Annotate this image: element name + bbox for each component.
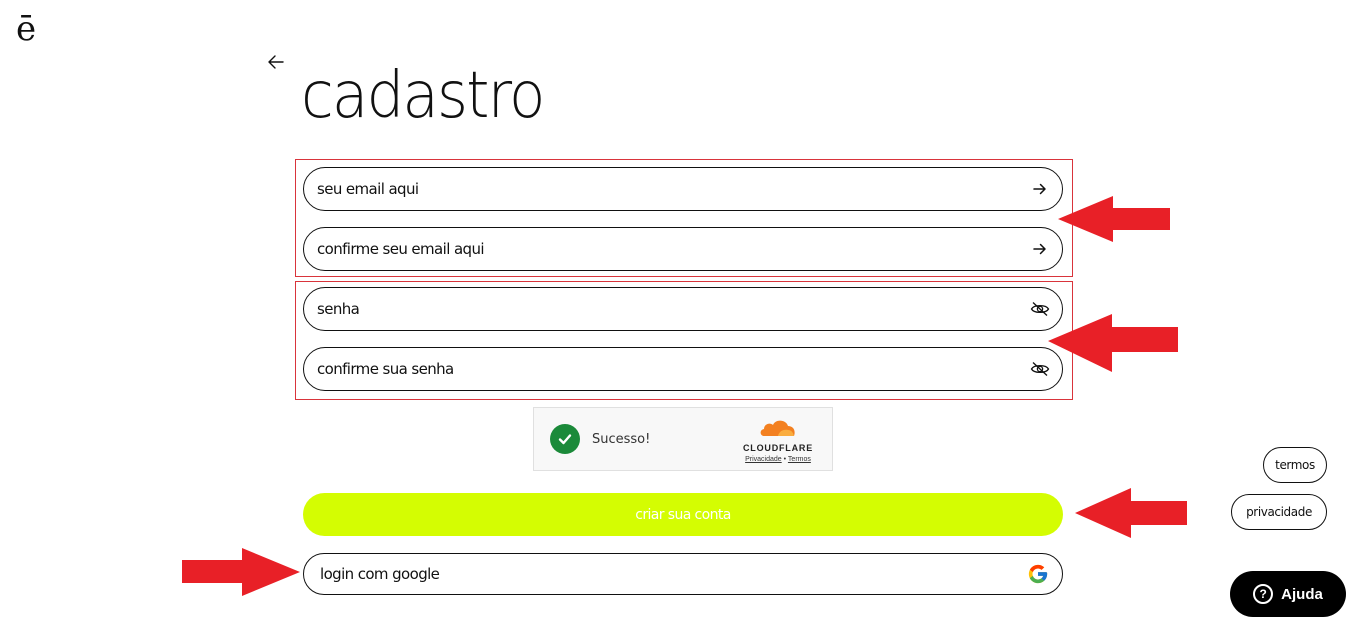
annotation-arrow-left-icon: [1048, 314, 1178, 372]
google-login-button[interactable]: [303, 553, 1063, 595]
check-circle-icon: [550, 424, 580, 454]
question-circle-icon: ?: [1253, 584, 1273, 604]
google-icon: [1026, 562, 1050, 586]
password-field-placeholder: senha: [317, 300, 360, 318]
annotation-arrow-left-icon: [1058, 196, 1170, 242]
terms-link[interactable]: termos: [1263, 447, 1327, 483]
captcha-widget[interactable]: [533, 407, 833, 471]
captcha-link-separator: •: [783, 456, 787, 463]
cloudflare-cloud-icon: [758, 418, 798, 438]
email-confirm-field[interactable]: [303, 227, 1063, 271]
captcha-privacy-link[interactable]: Privacidade: [745, 456, 782, 463]
email-field[interactable]: [303, 167, 1063, 211]
create-account-button[interactable]: [303, 493, 1063, 536]
password-confirm-field-placeholder: confirme sua senha: [317, 360, 454, 378]
cloudflare-brand: [738, 418, 818, 463]
privacy-link[interactable]: privacidade: [1231, 494, 1327, 530]
password-field[interactable]: [303, 287, 1063, 331]
email-field-placeholder: seu email aqui: [317, 180, 419, 198]
help-button[interactable]: [1230, 571, 1346, 617]
arrow-right-icon[interactable]: [1030, 239, 1050, 259]
brand-logo[interactable]: ē: [16, 9, 37, 49]
eye-slash-icon[interactable]: [1030, 359, 1050, 379]
arrow-right-icon[interactable]: [1030, 179, 1050, 199]
page-title: cadastro: [301, 59, 544, 133]
help-button-label: Ajuda: [1281, 585, 1323, 603]
create-account-button-label: criar sua conta: [635, 506, 731, 523]
captcha-status: Sucesso!: [592, 431, 651, 447]
captcha-terms-link[interactable]: Termos: [787, 456, 811, 463]
email-confirm-field-placeholder: confirme seu email aqui: [317, 240, 484, 258]
password-confirm-field[interactable]: [303, 347, 1063, 391]
cloudflare-wordmark: CLOUDFLARE: [743, 443, 813, 453]
google-login-label: login com google: [320, 565, 440, 583]
back-arrow-icon[interactable]: [266, 52, 286, 72]
eye-slash-icon[interactable]: [1030, 299, 1050, 319]
annotation-arrow-left-icon: [1075, 488, 1187, 538]
annotation-arrow-right-icon: [182, 548, 300, 596]
